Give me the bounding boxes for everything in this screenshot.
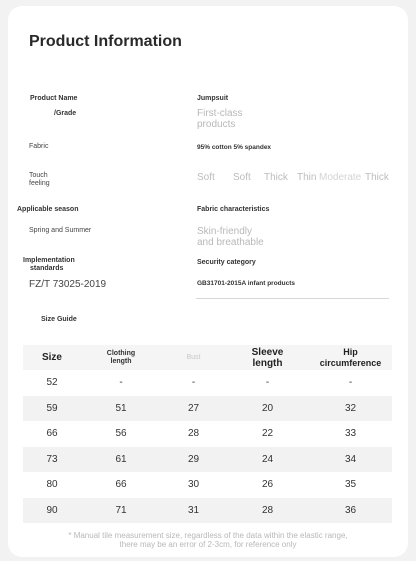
cell-clothing-length: 71 — [81, 498, 161, 524]
measurement-note — [8, 531, 408, 549]
implementation-standards-value: FZ/T 73025-2019 — [29, 279, 107, 290]
cell-size: 59 — [23, 396, 81, 422]
divider — [196, 298, 389, 299]
table-row — [23, 421, 392, 447]
product-name-value: Jumpsuit — [197, 95, 229, 102]
cell-size: 52 — [46, 377, 58, 389]
size-table — [23, 345, 392, 523]
touch-feeling-label-line2: feeling — [29, 180, 50, 187]
fabric-characteristics-label: Fabric characteristics — [197, 206, 270, 213]
cell-clothing-length: - — [119, 377, 123, 389]
header-sleeve-length — [226, 345, 309, 370]
cell-sleeve-length: 20 — [226, 396, 309, 422]
cell-bust: 31 — [161, 498, 226, 524]
table-row — [23, 447, 392, 473]
cell-clothing-length: 66 — [115, 479, 127, 491]
cell-bust: 29 — [161, 447, 226, 473]
cell-sleeve-length: 26 — [261, 479, 274, 491]
fabric-characteristics-value-line2: and breathable — [197, 237, 264, 248]
touch-option: Thin — [297, 172, 317, 183]
table-row — [23, 396, 392, 422]
header-hip-line1: Hip — [343, 346, 358, 357]
grade-value-line1: First-class — [197, 108, 243, 119]
cell-hip: 33 — [344, 428, 357, 440]
grade-value-line2: products — [197, 119, 236, 130]
header-clothing-length — [81, 345, 161, 370]
cell-sleeve-length: 24 — [226, 447, 309, 473]
cell-bust: 28 — [187, 428, 200, 440]
touch-feeling-label-line1: Touch — [29, 172, 48, 179]
security-category-value: GB31701-2015A infant products — [197, 280, 296, 287]
security-category-label: Security category — [197, 259, 256, 266]
implementation-standards-label-line2: standards — [30, 265, 64, 272]
cell-hip: 34 — [309, 447, 392, 473]
cell-bust: 30 — [187, 479, 200, 491]
touch-option: Thick — [365, 172, 389, 183]
cell-clothing-length: 61 — [81, 447, 161, 473]
cell-sleeve-length: 22 — [261, 428, 274, 440]
touch-option: Thick — [264, 172, 288, 183]
cell-size: 90 — [23, 498, 81, 524]
header-hip-line2: circumference — [319, 357, 382, 368]
header-size: Size — [23, 345, 81, 370]
table-row — [23, 472, 392, 498]
product-name-label: Product Name — [30, 95, 78, 102]
applicable-season-value: Spring and Summer — [29, 227, 92, 234]
table-row — [23, 498, 392, 524]
fabric-characteristics-value-line1: Skin-friendly — [197, 226, 253, 237]
cell-size: 73 — [23, 447, 81, 473]
table-row — [23, 370, 392, 396]
measurement-note-line2: there may be an error of 2-3cm, for reference only — [119, 540, 297, 549]
fabric-label: Fabric — [29, 143, 49, 150]
cell-bust: - — [191, 377, 196, 389]
measurement-note-line1: * Manual tile measurement size, regardless of the data within the elastic range, — [68, 531, 348, 540]
header-sleeve-length-line1: Sleeve — [251, 346, 284, 358]
cell-hip: - — [348, 377, 353, 389]
grade-label: /Grade — [54, 110, 77, 117]
header-clothing-length-line1: Clothing — [106, 349, 136, 357]
page-title: Product Information — [29, 33, 182, 50]
cell-size: 80 — [46, 479, 58, 491]
cell-clothing-length: 56 — [115, 428, 127, 440]
cell-sleeve-length: 28 — [226, 498, 309, 524]
cell-size: 66 — [46, 428, 58, 440]
cell-clothing-length: 51 — [81, 396, 161, 422]
cell-sleeve-length: - — [265, 377, 270, 389]
header-sleeve-length-line2: length — [252, 357, 283, 369]
size-table-header — [23, 345, 392, 370]
cell-hip: 35 — [344, 479, 357, 491]
size-guide-label: Size Guide — [41, 316, 77, 323]
header-bust: Bust — [161, 345, 226, 370]
cell-hip: 32 — [309, 396, 392, 422]
header-hip — [309, 345, 392, 370]
touch-option: Soft — [233, 172, 251, 183]
header-clothing-length-line2: length — [110, 357, 132, 365]
implementation-standards-label-line1: Implementation — [23, 257, 75, 264]
cell-bust: 27 — [161, 396, 226, 422]
applicable-season-label: Applicable season — [17, 206, 79, 213]
fabric-value: 95% cotton 5% spandex — [197, 144, 272, 151]
cell-hip: 36 — [309, 498, 392, 524]
touch-option: Moderate — [319, 172, 362, 183]
product-info-card — [8, 6, 408, 557]
touch-option: Soft — [197, 172, 215, 183]
